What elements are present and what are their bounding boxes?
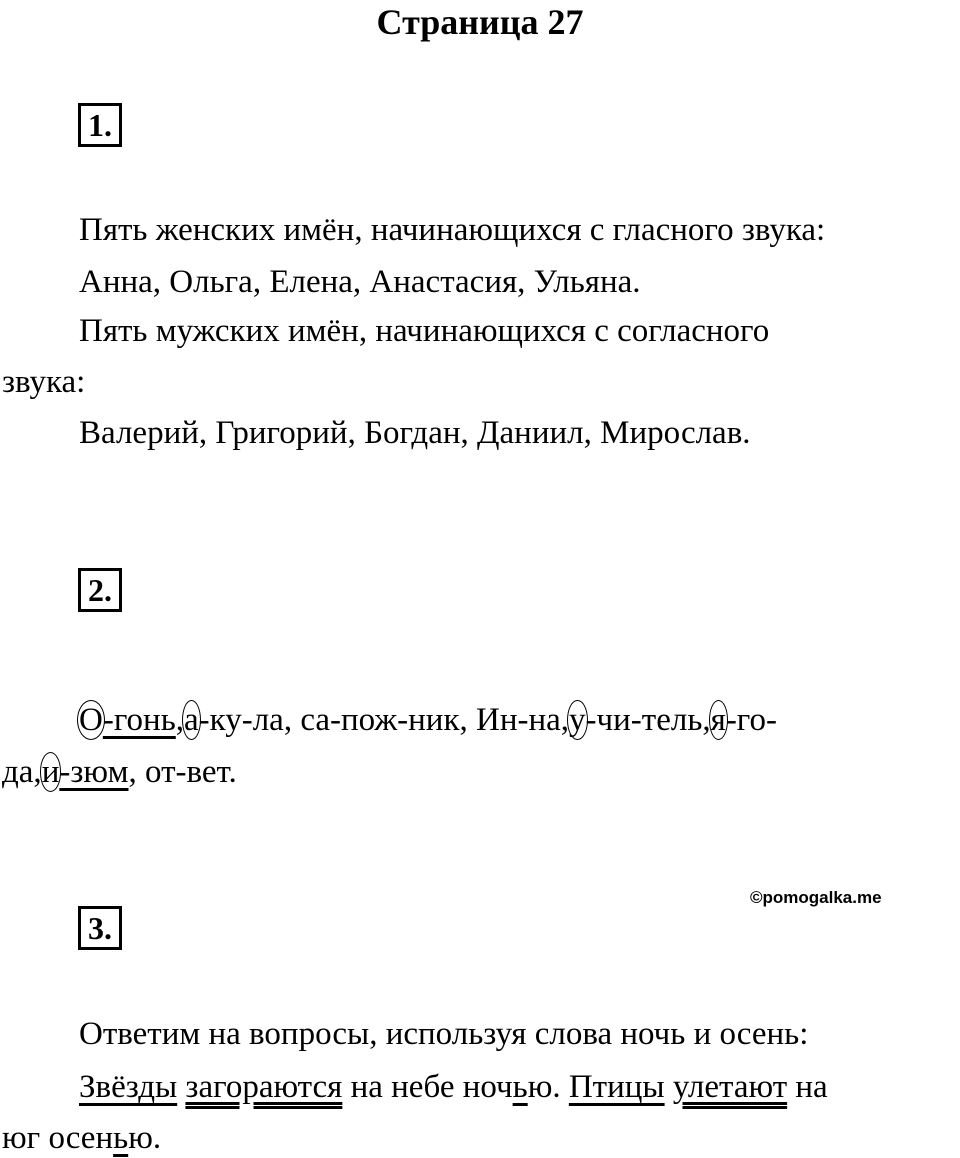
syllables: -чи-тель, [585,702,711,738]
task-3-line-2 [79,1067,828,1107]
subject-ptitsy: Птицы [568,1069,665,1105]
task-1-line-2: Анна, Ольга, Елена, Анастасия, Ульяна. [79,264,641,300]
comma: , [175,702,185,738]
task-2-number: 2. [78,568,122,612]
text: юг осен [2,1120,114,1156]
subject-zvezdy: Звёзды [79,1069,178,1105]
task-1-line-4: звука: [2,364,86,400]
circled-vowel: и [41,754,60,790]
syllables: , от-вет. [128,754,237,790]
text: ю. [128,1120,162,1156]
task-2-line-2 [2,752,237,792]
word-ogon [79,702,176,738]
task-1-line-1: Пять женских имён, начинающихся с гласного звука: [79,212,826,248]
watermark: ©pomogalka.me [750,888,882,907]
circled-vowel: у [569,702,586,738]
text: ю. [527,1069,569,1105]
soft-sign: ь [113,1120,129,1156]
task-3-number: 3. [78,906,122,950]
predicate-uletayut: улетают [672,1069,788,1105]
task-1-line-5: Валерий, Григорий, Богдан, Даниил, Мирослав. [79,415,751,451]
syllables: -гонь [102,702,176,738]
circled-vowel: я [710,702,726,738]
circled-vowel: О [79,702,103,738]
task-3-line-3 [2,1118,161,1158]
task-2-line-1 [79,700,777,740]
text: на небе ноч [342,1069,513,1105]
syllables: да, [2,754,42,790]
task-3-line-1: Ответим на вопросы, используя слова ночь и осень: [79,1016,809,1052]
task-1-line-3: Пять мужских имён, начинающихся с согласного [79,313,770,349]
space [665,1069,673,1105]
text: на [787,1069,828,1105]
page-title: Страница 27 [376,2,584,42]
syllables: -ку-ла, са-пож-ник, Ин-на, [198,702,570,738]
soft-sign: ь [512,1069,528,1105]
predicate-zagorayutsya: загораются [185,1069,343,1105]
task-1-number: 1. [78,103,122,147]
syllables: -зюм [59,754,129,790]
syllables: -го- [725,702,778,738]
word-izyum [42,754,129,790]
circled-vowel: а [184,702,199,738]
